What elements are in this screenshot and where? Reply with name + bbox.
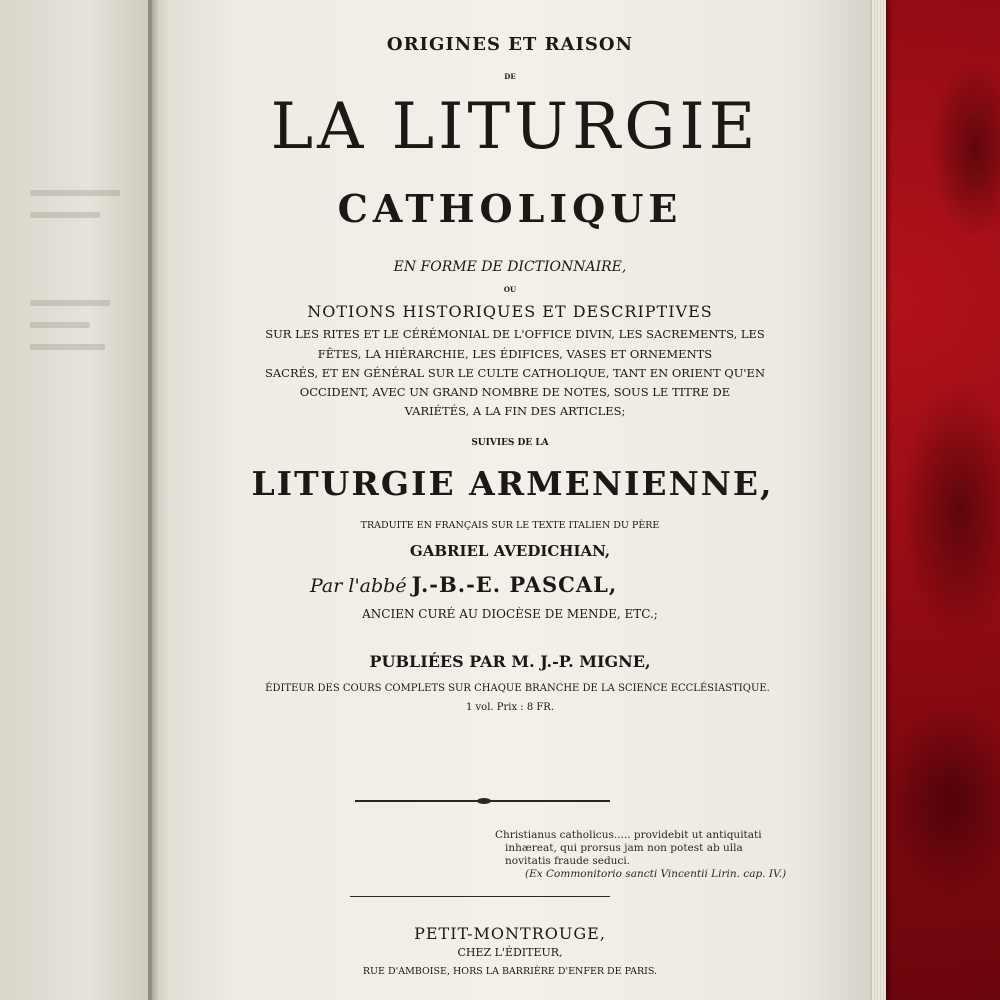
book-gutter — [148, 0, 170, 1000]
imprint-address: RUE D'AMBOISE, HORS LA BARRIÈRE D'ENFER DE PARIS. — [362, 966, 658, 977]
desc-line-3: SACRÉS, ET EN GÉNÉRAL SUR LE CULTE CATHOLIQUE, TANT EN ORIENT QU'EN — [264, 366, 766, 380]
par-abbe: Par l'abbé — [310, 575, 407, 597]
lower-rule — [350, 896, 610, 897]
suivies-line: SUIVIES DE LA — [471, 438, 549, 448]
desc-line-4: OCCIDENT, AVEC UN GRAND NOMBRE DE NOTES, SOUS LE TITRE DE — [299, 385, 731, 399]
desc-line-2: FÊTES, LA HIÉRARCHIE, LES ÉDIFICES, VASES ET ORNEMENTS — [317, 347, 713, 361]
prix-line: 1 vol. Prix : 8 FR. — [465, 702, 555, 713]
imprint-chez: CHEZ L'ÉDITEUR, — [457, 946, 563, 959]
origines-line: ORIGINES ET RAISON — [386, 34, 634, 55]
rule-ornament — [477, 798, 491, 804]
editeur-line: ÉDITEUR DES COURS COMPLETS SUR CHAQUE BRANCHE DE LA SCIENCE ECCLÉSIASTIQUE. — [265, 683, 770, 694]
form-line: EN FORME DE DICTIONNAIRE, — [393, 259, 627, 275]
publiees-line: PUBLIÉES PAR M. J.-P. MIGNE, — [369, 652, 651, 671]
imprint-place: PETIT-MONTROUGE, — [414, 924, 606, 943]
ou-line: OU — [503, 285, 517, 294]
traduite-line: TRADUITE EN FRANÇAIS SUR LE TEXTE ITALIEN DU PÈRE — [360, 520, 660, 531]
title-armenienne: LITURGIE ARMENIENNE, — [251, 464, 774, 503]
title-sub: CATHOLIQUE — [337, 186, 683, 231]
notions-line: NOTIONS HISTORIQUES ET DESCRIPTIVES — [307, 302, 713, 321]
quote-citation: (Ex Commonitorio sancti Vincentii Lirin. cap. IV.) — [525, 868, 787, 880]
page-edges — [872, 0, 886, 1000]
author-line — [310, 572, 730, 597]
gabriel-line: GABRIEL AVEDICHIAN, — [409, 542, 611, 560]
ancien-line: ANCIEN CURÉ AU DIOCÈSE DE MENDE, ETC.; — [362, 607, 658, 621]
de-line: DE — [504, 72, 516, 81]
left-page — [0, 0, 160, 1000]
title-main: LA LITURGIE — [270, 90, 760, 164]
desc-line-1: SUR LES RITES ET LE CÉRÉMONIAL DE L'OFFICE DIVIN, LES SACREMENTS, LES — [265, 327, 765, 341]
desc-line-5: VARIÉTÉS, A LA FIN DES ARTICLES; — [404, 404, 626, 418]
quote-line-2: inhæreat, qui prorsus jam non potest ab ulla — [505, 842, 743, 854]
quote-line-1: Christianus catholicus..... providebit ut antiquitati — [495, 829, 762, 841]
quote-line-3: novitatis fraude seduci. — [505, 855, 631, 867]
author-name: J.-B.-E. PASCAL, — [411, 572, 618, 597]
